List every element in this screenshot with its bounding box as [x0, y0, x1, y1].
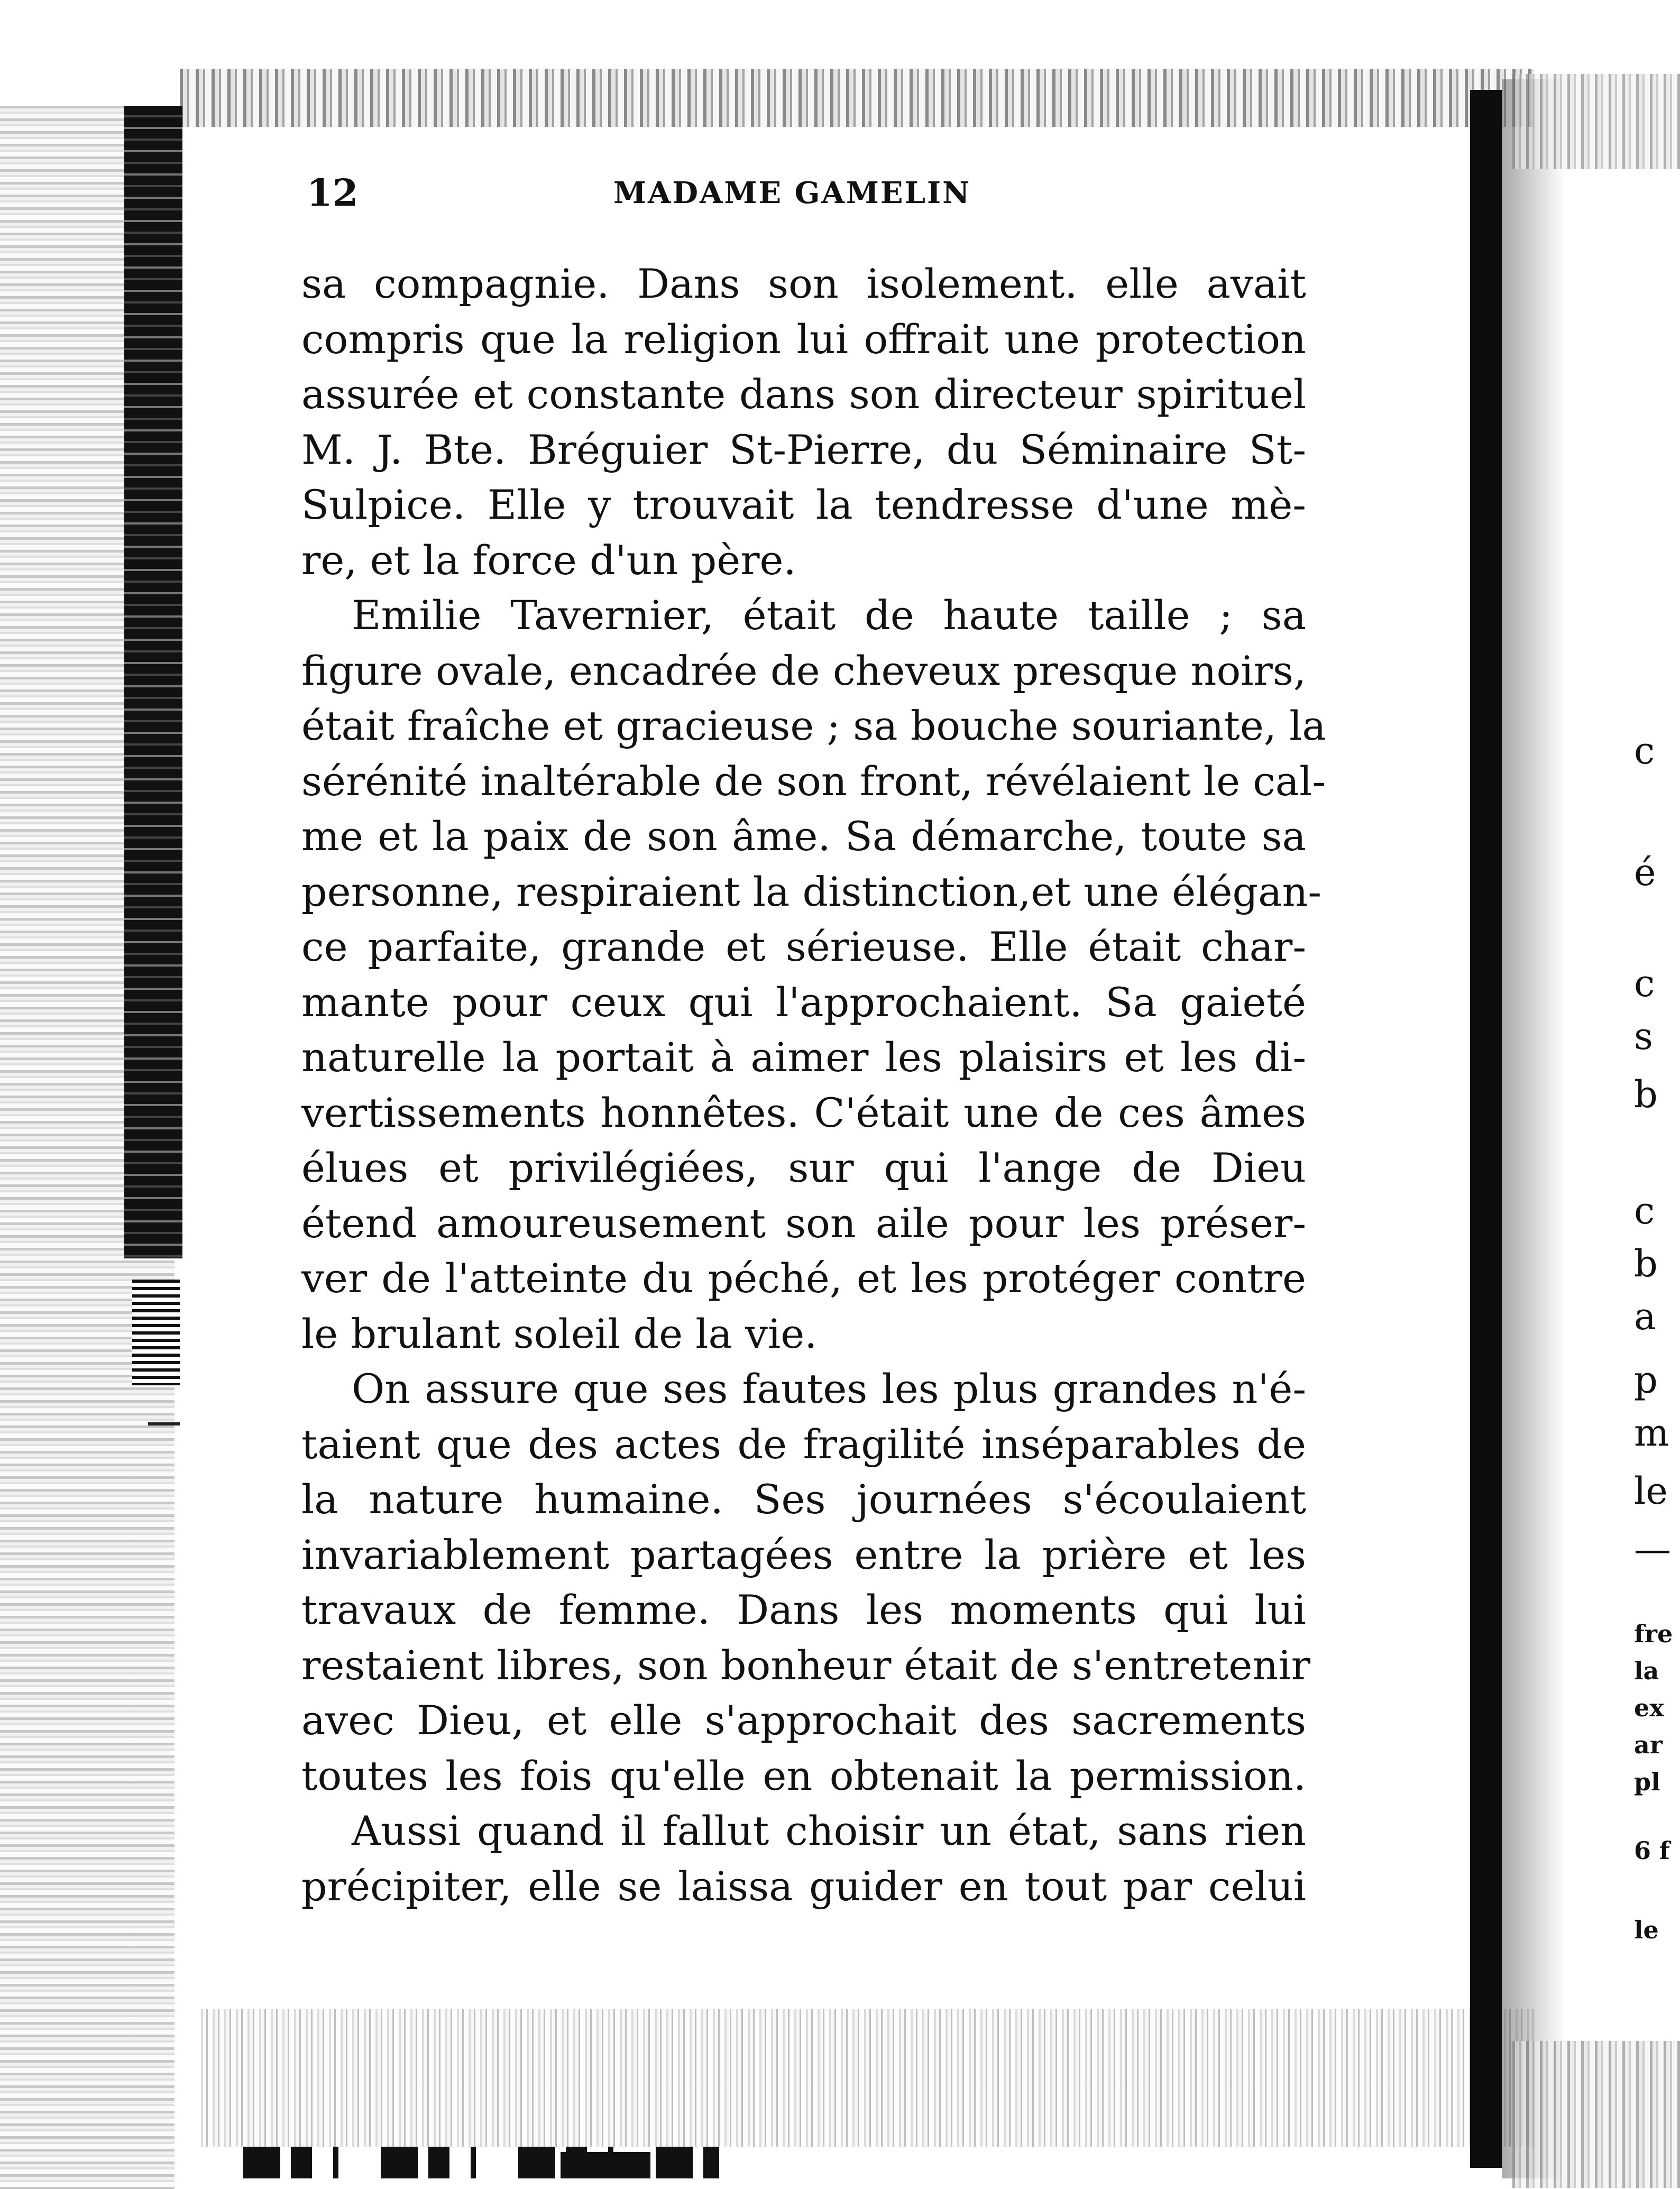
running-title: MADAME GAMELIN [613, 176, 971, 210]
facing-fragment: c [1634, 729, 1655, 772]
scan-noise-bottom [201, 2009, 1534, 2147]
scan-binding-ticks [132, 1280, 180, 1385]
facing-footnote-fragment: pl [1634, 1768, 1660, 1796]
scan-binding-bar [124, 106, 182, 1258]
text-line: Emilie Tavernier, était de haute taille ; sa [352, 592, 1306, 639]
body-text [301, 256, 1326, 1914]
text-line: On assure que ses fautes les plus grandes n'é- [352, 1365, 1306, 1412]
text-line: personne, respiraient la distinction,et une élégan- [301, 868, 1322, 915]
facing-fragment: é [1634, 851, 1656, 894]
text-line: compris que la religion lui offrait une protection [301, 315, 1306, 363]
facing-fragment: le [1634, 1469, 1668, 1513]
facing-fragment: — [1634, 1528, 1671, 1571]
facing-footnote-fragment: ar [1634, 1731, 1663, 1759]
text-line: était fraîche et gracieuse ; sa bouche souriante, la [301, 702, 1326, 749]
text-line: travaux de femme. Dans les moments qui lui [301, 1586, 1306, 1633]
text-line: Sulpice. Elle y trouvait la tendresse d'une mè- [301, 481, 1306, 528]
facing-footnote-fragment: 6 f [1634, 1836, 1670, 1865]
text-line: ver de l'atteinte du péché, et les protéger contre [301, 1255, 1306, 1302]
text-line: avec Dieu, et elle s'approchait des sacrements [301, 1697, 1306, 1744]
facing-fragment: c [1634, 962, 1655, 1005]
text-line: la nature humaine. Ses journées s'écoulaient [301, 1476, 1306, 1523]
text-line: Aussi quand il fallut choisir un état, sans rien [352, 1807, 1306, 1854]
facing-fragment: p [1634, 1358, 1658, 1402]
facing-fragment: c [1634, 1189, 1655, 1233]
text-line: figure ovale, encadrée de cheveux presque noirs, [301, 647, 1306, 694]
facing-footnote-fragment: le [1634, 1916, 1659, 1944]
text-line: invariablement partagées entre la prière et les [301, 1531, 1306, 1578]
text-line: le brulant soleil de la vie. [301, 1310, 818, 1357]
text-line: assurée et constante dans son directeur spirituel [301, 371, 1306, 418]
facing-footnote-fragment: la [1634, 1657, 1659, 1685]
scan-binding-rule [148, 1422, 180, 1425]
scan-noise-top [180, 69, 1534, 127]
scan-noise-right-top [1512, 74, 1680, 169]
text-line: naturelle la portait à aimer les plaisirs et les di- [301, 1034, 1306, 1081]
facing-fragment: b [1634, 1073, 1658, 1116]
text-line: élues et privilégiées, sur qui l'ange de Dieu [301, 1144, 1306, 1191]
text-line: précipiter, elle se laissa guider en tout par celui [301, 1862, 1306, 1910]
text-line: mante pour ceux qui l'approchaient. Sa gaieté [301, 978, 1306, 1026]
text-line: ce parfaite, grande et sérieuse. Elle était char- [301, 923, 1306, 970]
text-line: restaient libres, son bonheur était de s'entretenir [301, 1641, 1310, 1689]
text-line: re, et la force d'un père. [301, 536, 796, 584]
facing-fragment: s [1634, 1015, 1653, 1058]
text-line: sa compagnie. Dans son isolement. elle avait [301, 260, 1306, 307]
facing-footnote-fragment: ex [1634, 1694, 1664, 1722]
facing-fragment: b [1634, 1242, 1658, 1285]
text-line: M. J. Bte. Bréguier St-Pierre, du Séminaire St- [301, 426, 1306, 473]
text-line: toutes les fois qu'elle en obtenait la permission. [301, 1752, 1306, 1799]
text-line: sérénité inaltérable de son front, révélaient le cal- [301, 757, 1326, 805]
text-line: taient que des actes de fragilité inséparables de [301, 1420, 1306, 1468]
text-line: étend amoureusement son aile pour les préser- [301, 1199, 1306, 1247]
scan-noise-right-bottom [1512, 2041, 1680, 2188]
text-line: vertissements honnêtes. C'était une de ces âmes [301, 1089, 1306, 1136]
page-header [307, 169, 1311, 217]
facing-fragment: a [1634, 1295, 1656, 1338]
gutter-shadow [1502, 79, 1565, 2178]
facing-footnote-fragment: fre [1634, 1620, 1673, 1648]
scan-bottom-block [561, 2152, 650, 2178]
page-number: 12 [307, 171, 359, 215]
facing-fragment: m [1634, 1411, 1669, 1455]
page-gutter [1470, 90, 1502, 2168]
text-line: me et la paix de son âme. Sa démarche, toute sa [301, 813, 1306, 860]
